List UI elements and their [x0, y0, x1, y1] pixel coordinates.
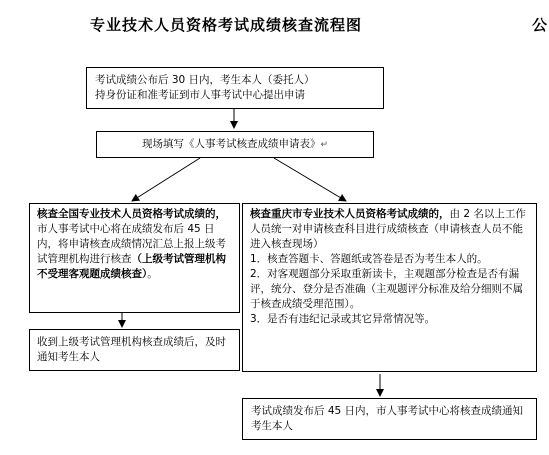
chongqing-body: 由 2 名以上工作人员统一对申请核查科目进行成绩核查（申请核查人员不能进入核查现场）: [250, 208, 526, 250]
chongqing-heading: 核查重庆市专业技术人员资格考试成绩的，: [250, 208, 450, 220]
check-item-1: 1．核查答题卡、答题纸或答卷是否为考生本人的。: [250, 253, 488, 265]
step2-text: 现场填写《人事考试核查成绩申请表》: [141, 138, 321, 150]
step1-line1: 考试成绩公布后 30 日内，考生本人（委托人）: [95, 74, 315, 86]
step1-line2: 持身份证和准考证到市人事考试中心提出申请: [95, 89, 305, 101]
step2-form-box: 现场填写《人事考试核查成绩申请表》↵: [96, 131, 374, 158]
national-result-text: 收到上级考试管理机构核查成绩后，及时通知考生本人: [37, 336, 226, 363]
arrow-step2-to-left: [132, 158, 200, 201]
chongqing-exam-check-box: [242, 203, 537, 372]
check-item-3: 3．是否有违纪记录或其它异常情况等。: [250, 313, 436, 325]
chongqing-result-box: [242, 398, 537, 440]
national-result-box: [29, 329, 240, 371]
national-exam-check-box: 核查全国专业技术人员资格考试成绩的，市人事考试中心将在成绩发布后 45 日内，将申请核查成绩情况汇总上报上级考试管理机构进行核查（上级考试管理机构不受理客观题成绩核查）。: [29, 203, 240, 313]
national-body: 市人事考试中心将在成绩发布后 45 日内，将申请核查成绩情况汇总上报上级考试管理机构进行核查: [37, 223, 226, 265]
chongqing-result-text: 考试成绩发布后 45 日内，市人事考试中心将核查成绩通知考生本人: [251, 405, 524, 432]
national-heading: 核查全国专业技术人员资格考试成绩的，: [37, 208, 226, 220]
corner-text: 公: [532, 16, 548, 34]
check-item-2: 2．对客观题部分采取重新读卡，主观题部分检查是否有漏评，统分、登分是否准确（主观题评分标准及给分细则不属于核查成绩受理范围）。: [250, 268, 523, 310]
step1-apply-box: [86, 67, 384, 109]
arrow-step2-to-right: [274, 158, 346, 201]
national-note: （上级考试管理机构不受理客观题成绩核查）: [37, 253, 226, 280]
page-title: 专业技术人员资格考试成绩核查流程图: [90, 16, 363, 34]
